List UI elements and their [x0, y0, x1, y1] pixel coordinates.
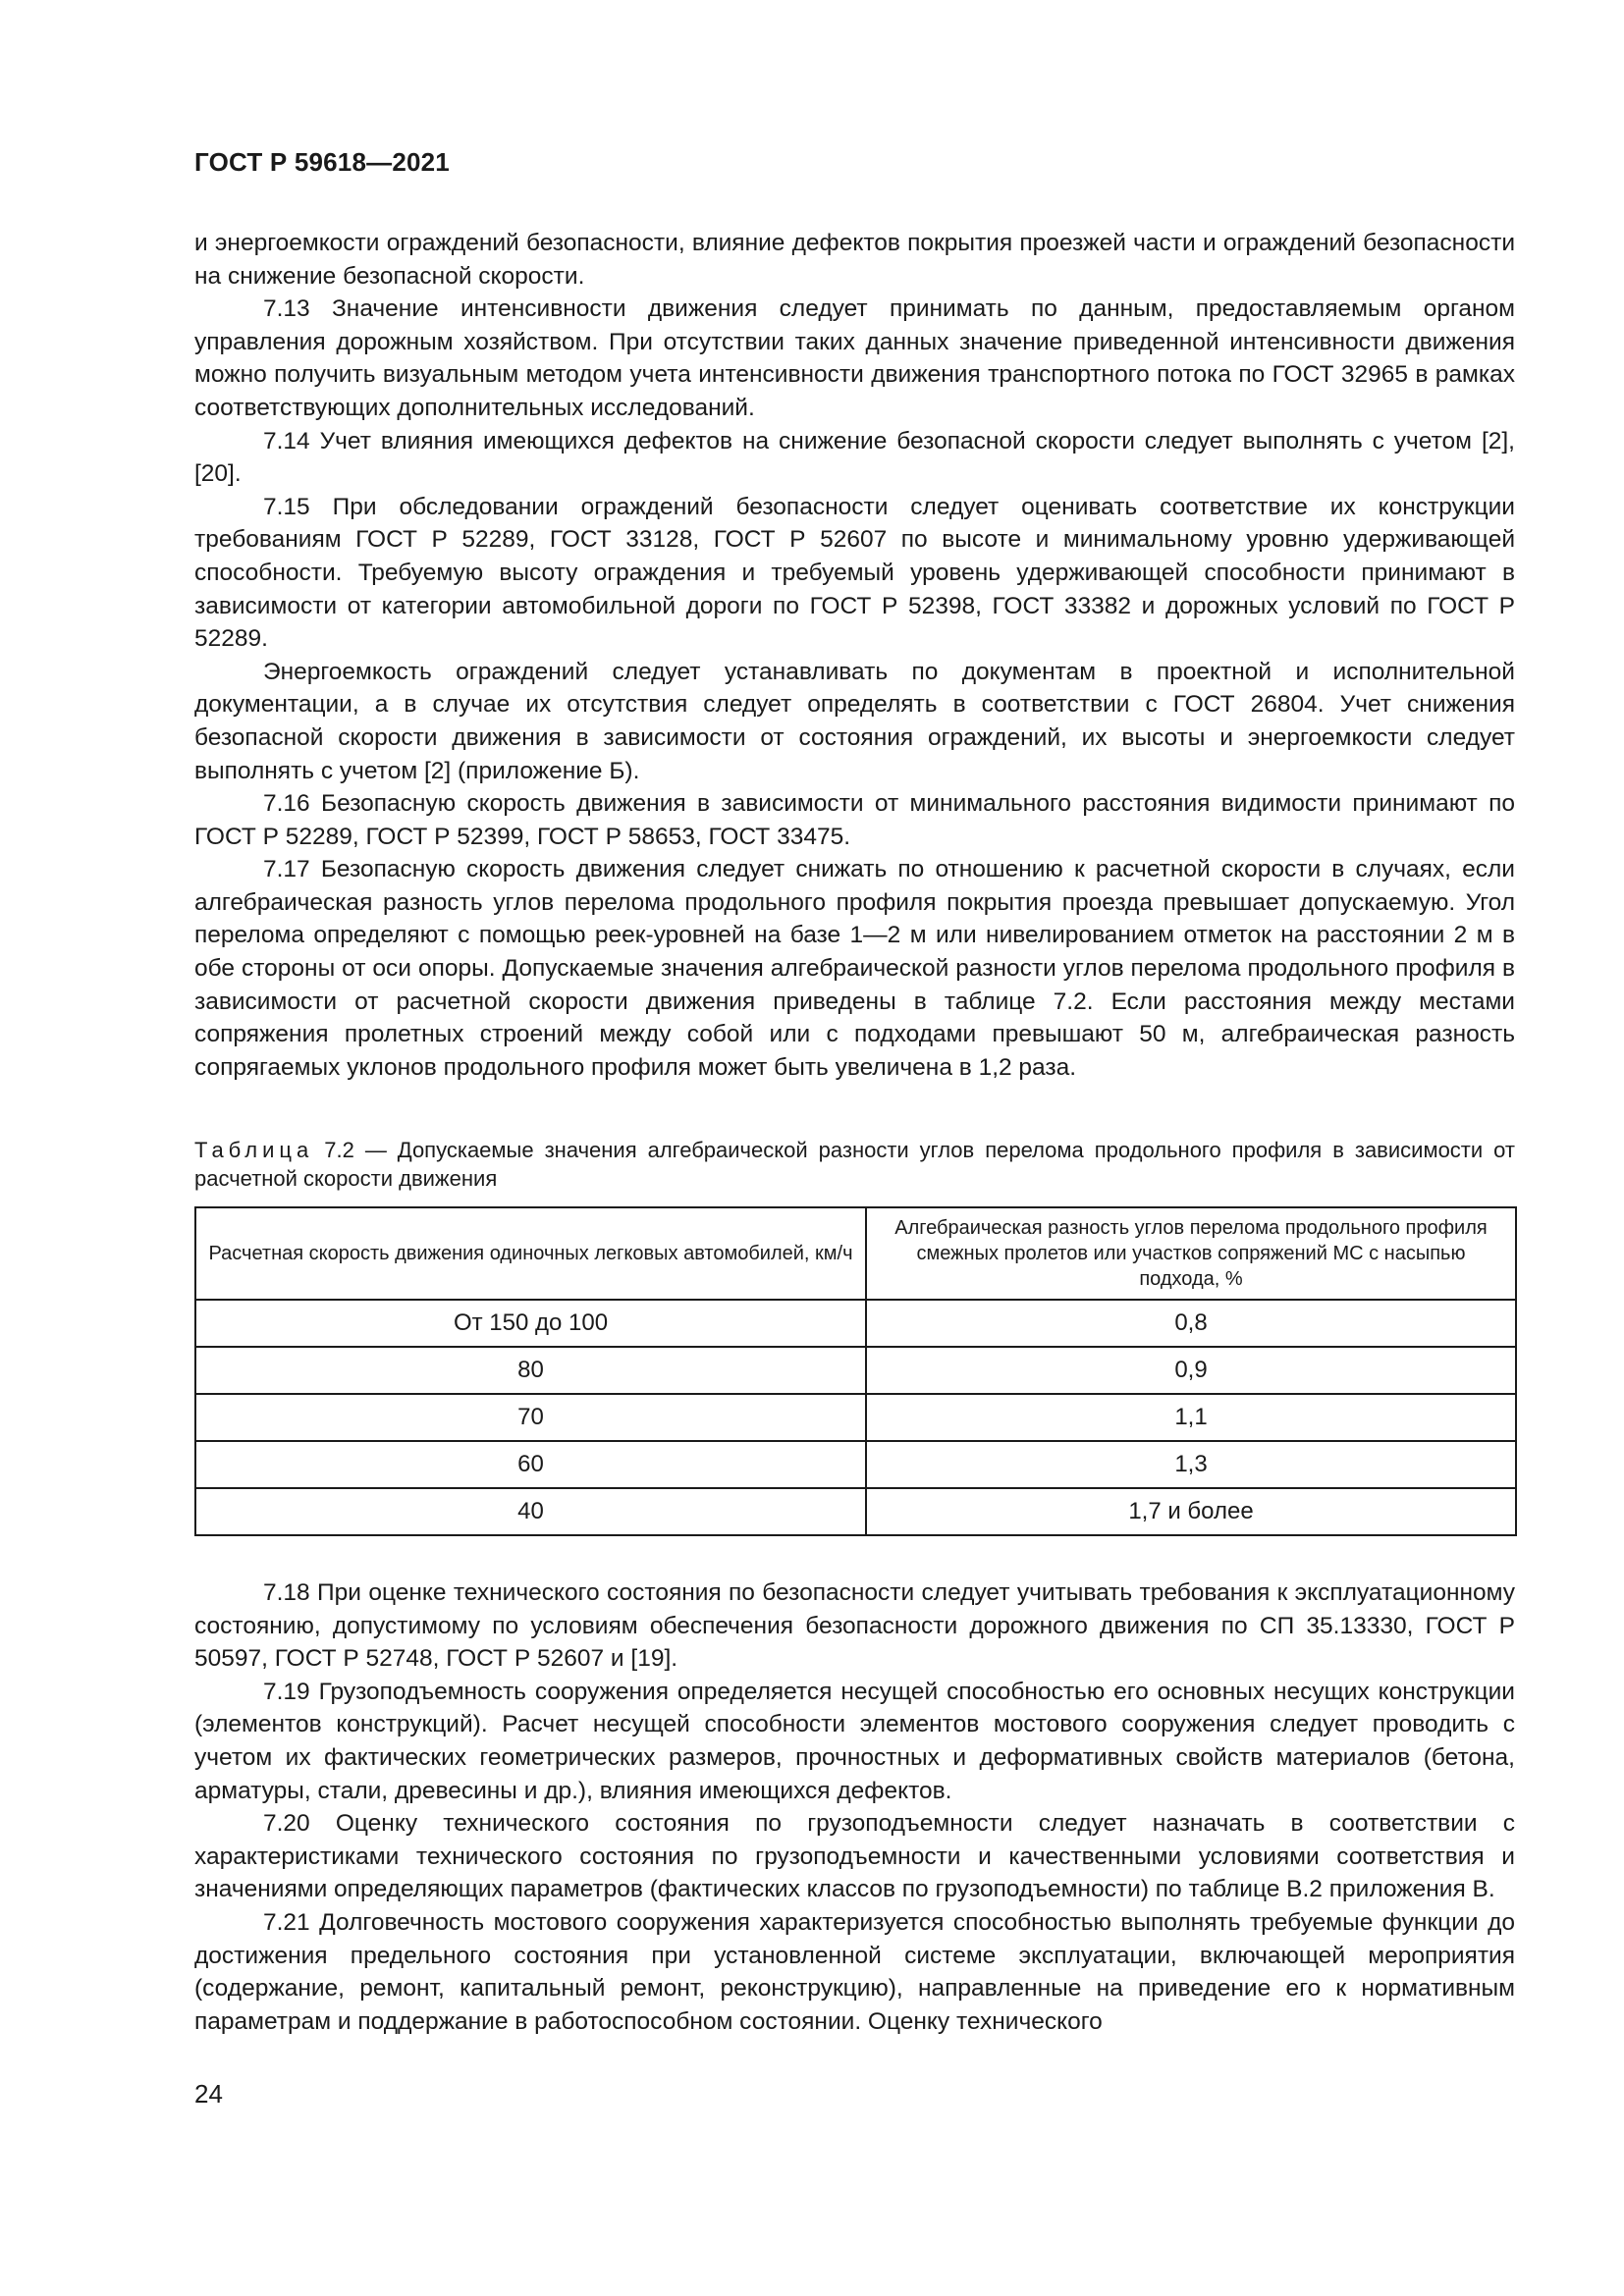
- page-number: 24: [194, 2079, 223, 2109]
- document-header: ГОСТ Р 59618—2021: [194, 147, 450, 177]
- table-row: [195, 1300, 1516, 1347]
- table-cell-speed: 70: [195, 1394, 866, 1441]
- table-caption: [194, 1136, 1515, 1193]
- table-row: [195, 1394, 1516, 1441]
- table-cell-speed: 60: [195, 1441, 866, 1488]
- table-cell-speed: 80: [195, 1347, 866, 1394]
- table-header-speed: Расчетная скорость движения одиночных легковых автомобилей, км/ч: [195, 1207, 866, 1300]
- paragraph-7-14: 7.14 Учет влияния имеющихся дефектов на снижение безопасной скорости следует выполнять с учетом [2], [20].: [194, 427, 1515, 488]
- paragraph-7-16: 7.16 Безопасную скорость движения в зависимости от минимального расстояния видимости принимают по ГОСТ Р 52289, ГОСТ Р 52399, ГОСТ Р 58653, ГОСТ 33475.: [194, 790, 1515, 850]
- paragraph-continuation: и энергоемкости ограждений безопасности, влияние дефектов покрытия проезжей части и ограждений безопасности на снижение безопасной скорости.: [194, 230, 1515, 290]
- body-text-top: [194, 227, 1515, 1084]
- table-cell-difference: 1,1: [866, 1394, 1516, 1441]
- table-row: [195, 1488, 1516, 1535]
- table-row: [195, 1347, 1516, 1394]
- table-cell-difference: 1,7 и более: [866, 1488, 1516, 1535]
- paragraph-7-17: 7.17 Безопасную скорость движения следует снижать по отношению к расчетной скорости в случаях, если алгебраическая разность углов перелома продольного профиля покрытия проезда превышает допускаемую. Угол перелома определяют с помощью реек-уровней на базе 1—2 м или нивелированием отметок на расстоянии 2 м в обе стороны от оси опоры. Допускаемые значения алгебраической разности углов перелома продольного профиля в зависимости от расчетной скорости движения приведены в таблице 7.2. Если расстояния между местами сопряжения пролетных строений между собой или с подходами превышают 50 м, алгебраическая разность сопрягаемых уклонов продольного профиля может быть увеличена в 1,2 раза.: [194, 856, 1515, 1081]
- table-header-row: [195, 1207, 1516, 1300]
- paragraph-7-13: 7.13 Значение интенсивности движения следует принимать по данным, предоставляемым органом управления дорожным хозяйством. При отсутствии таких данных значение приведенной интенсивности движения можно получить визуальным методом учета интенсивности движения транспортного потока по ГОСТ 32965 в рамках соответствующих дополнительных исследований.: [194, 295, 1515, 421]
- paragraph-7-15: 7.15 При обследовании ограждений безопасности следует оценивать соответствие их конструкции требованиям ГОСТ Р 52289, ГОСТ 33128, ГОСТ Р 52607 по высоте и минимальному уровню удерживающей способности. Требуемую высоту ограждения и требуемый уровень удерживающей способности принимают в зависимости от категории автомобильной дороги по ГОСТ Р 52398, ГОСТ 33382 и дорожных условий по ГОСТ Р 52289.: [194, 493, 1515, 653]
- table-header-difference: Алгебраическая разность углов перелома продольного профиля смежных пролетов или участков сопряжений МС с насыпью подхода, %: [866, 1207, 1516, 1300]
- table-cell-difference: 0,8: [866, 1300, 1516, 1347]
- paragraph-7-19: 7.19 Грузоподъемность сооружения определяется несущей способностью его основных несущих конструкции (элементов конструкций). Расчет несущей способности элементов мостового сооружения следует проводить с учетом их фактических геометрических размеров, прочностных и деформативных свойств материалов (бетона, арматуры, стали, древесины и др.), влияния имеющихся дефектов.: [194, 1678, 1515, 1804]
- paragraph-energy-capacity: Энергоемкость ограждений следует устанавливать по документам в проектной и исполнительной документации, а в случае их отсутствия следует определять в соответствии с ГОСТ 26804. Учет снижения безопасной скорости движения в зависимости от состояния ограждений, их высоты и энергоемкости следует выполнять с учетом [2] (приложение Б).: [194, 658, 1515, 784]
- table-cell-difference: 1,3: [866, 1441, 1516, 1488]
- table-7-2: [194, 1206, 1517, 1536]
- paragraph-7-18: 7.18 При оценке технического состояния по безопасности следует учитывать требования к эксплуатационному состоянию, допустимому по условиям обеспечения безопасности дорожного движения по СП 35.13330, ГОСТ Р 50597, ГОСТ Р 52748, ГОСТ Р 52607 и [19].: [194, 1579, 1515, 1673]
- table-cell-speed: 40: [195, 1488, 866, 1535]
- paragraph-7-21: 7.21 Долговечность мостового сооружения характеризуется способностью выполнять требуемые функции до достижения предельного состояния при установленной системе эксплуатации, включающей мероприятия (содержание, ремонт, капитальный ремонт, реконструкцию), направленные на приведение его к нормативным параметрам и поддержание в работоспособном состоянии. Оценку технического: [194, 1908, 1515, 2035]
- body-text-bottom: [194, 1576, 1515, 2038]
- table-cell-difference: 0,9: [866, 1347, 1516, 1394]
- table-row: [195, 1441, 1516, 1488]
- table-caption-label: Таблица: [194, 1138, 314, 1162]
- table-caption-text: 7.2 — Допускаемые значения алгебраической разности углов перелома продольного профиля в зависимости от расчетной скорости движения: [194, 1138, 1515, 1191]
- table-cell-speed: От 150 до 100: [195, 1300, 866, 1347]
- paragraph-7-20: 7.20 Оценку технического состояния по грузоподъемности следует назначать в соответствии с характеристиками технического состояния по грузоподъемности и качественными условиями соответствия и значениями определяющих параметров (фактических классов по грузоподъемности) по таблице В.2 приложения В.: [194, 1810, 1515, 1903]
